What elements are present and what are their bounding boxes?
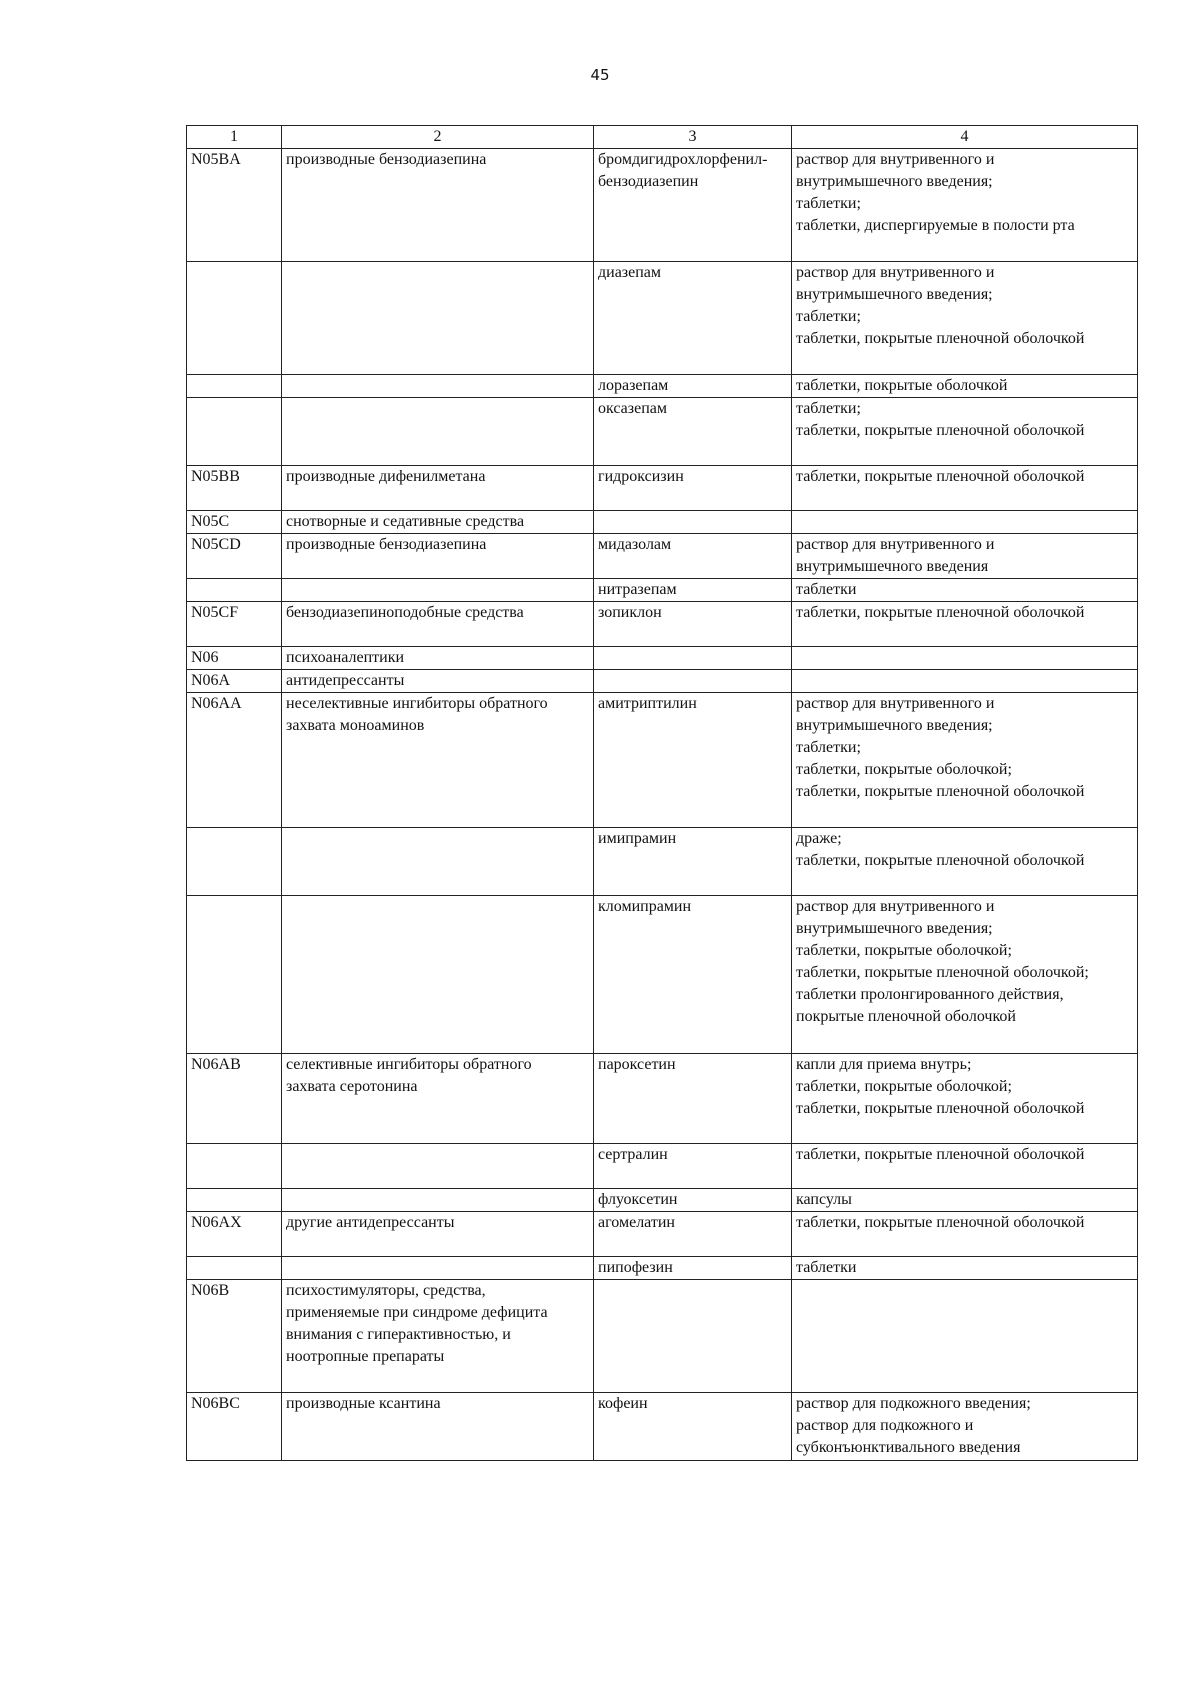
drug-name-cell: флуоксетин xyxy=(594,1189,792,1212)
drug-name-cell: агомелатин xyxy=(594,1212,792,1257)
table-row xyxy=(187,1144,1138,1189)
group-name-cell xyxy=(282,896,594,1054)
table-row xyxy=(187,262,1138,375)
group-name-cell xyxy=(282,262,594,375)
dosage-form-cell: капсулы xyxy=(792,1189,1138,1212)
dosage-form-cell: раствор для внутривенного и внутримышечного введения; таблетки; таблетки, покрытые пленочной оболочкой xyxy=(792,262,1138,375)
atc-code-cell: N06AB xyxy=(187,1054,282,1144)
drug-name-cell: оксазепам xyxy=(594,398,792,466)
atc-code-cell: N05CD xyxy=(187,534,282,579)
drug-name-cell xyxy=(594,670,792,693)
header-cell-2: 2 xyxy=(282,126,594,149)
drug-name-cell: гидроксизин xyxy=(594,466,792,511)
group-name-cell xyxy=(282,375,594,398)
table-row xyxy=(187,647,1138,670)
drug-name-cell: мидазолам xyxy=(594,534,792,579)
table-row xyxy=(187,828,1138,896)
group-name-cell xyxy=(282,398,594,466)
drug-name-cell: зопиклон xyxy=(594,602,792,647)
atc-code-cell: N06B xyxy=(187,1280,282,1393)
drug-name-cell xyxy=(594,511,792,534)
group-name-cell: другие антидепрессанты xyxy=(282,1212,594,1257)
drug-name-cell: нитразепам xyxy=(594,579,792,602)
dosage-form-cell: раствор для внутривенного и внутримышечного введения xyxy=(792,534,1138,579)
dosage-form-cell: таблетки, покрытые пленочной оболочкой xyxy=(792,1212,1138,1257)
dosage-form-cell: таблетки, покрытые пленочной оболочкой xyxy=(792,602,1138,647)
drug-name-cell: имипрамин xyxy=(594,828,792,896)
atc-code-cell xyxy=(187,828,282,896)
dosage-form-cell: раствор для внутривенного и внутримышечного введения; таблетки; таблетки, диспергируемые в полости рта xyxy=(792,149,1138,262)
drug-name-cell: пипофезин xyxy=(594,1257,792,1280)
drug-name-cell: лоразепам xyxy=(594,375,792,398)
drug-name-cell: кофеин xyxy=(594,1393,792,1461)
group-name-cell: производные дифенилметана xyxy=(282,466,594,511)
dosage-form-cell xyxy=(792,1280,1138,1393)
atc-code-cell xyxy=(187,398,282,466)
table-row xyxy=(187,896,1138,1054)
group-name-cell: производные бензодиазепина xyxy=(282,149,594,262)
table-row xyxy=(187,534,1138,579)
table-header-row xyxy=(187,126,1138,149)
dosage-form-cell xyxy=(792,511,1138,534)
group-name-cell: бензодиазепиноподобные средства xyxy=(282,602,594,647)
dosage-form-cell: таблетки, покрытые пленочной оболочкой xyxy=(792,466,1138,511)
table-row xyxy=(187,511,1138,534)
group-name-cell: психоаналептики xyxy=(282,647,594,670)
atc-code-cell xyxy=(187,262,282,375)
dosage-form-cell: таблетки; таблетки, покрытые пленочной оболочкой xyxy=(792,398,1138,466)
group-name-cell: селективные ингибиторы обратного захвата серотонина xyxy=(282,1054,594,1144)
table-row xyxy=(187,375,1138,398)
dosage-form-cell: раствор для внутривенного и внутримышечного введения; таблетки; таблетки, покрытые оболочкой; таблетки, покрытые пленочной оболочкой xyxy=(792,693,1138,828)
atc-code-cell xyxy=(187,896,282,1054)
dosage-form-cell: таблетки xyxy=(792,579,1138,602)
group-name-cell: производные бензодиазепина xyxy=(282,534,594,579)
group-name-cell: производные ксантина xyxy=(282,1393,594,1461)
drug-name-cell: амитриптилин xyxy=(594,693,792,828)
group-name-cell: снотворные и седативные средства xyxy=(282,511,594,534)
group-name-cell xyxy=(282,828,594,896)
dosage-form-cell xyxy=(792,647,1138,670)
page-number: 45 xyxy=(590,66,610,84)
header-cell-3: 3 xyxy=(594,126,792,149)
dosage-form-cell: раствор для внутривенного и внутримышечного введения; таблетки, покрытые оболочкой; таблетки, покрытые пленочной оболочкой; таблетки пролонгированного действия, покрытые пленочной оболочкой xyxy=(792,896,1138,1054)
table-row xyxy=(187,398,1138,466)
dosage-form-cell: драже; таблетки, покрытые пленочной оболочкой xyxy=(792,828,1138,896)
atc-code-cell xyxy=(187,579,282,602)
group-name-cell xyxy=(282,579,594,602)
atc-code-cell: N06 xyxy=(187,647,282,670)
group-name-cell: психостимуляторы, средства, применяемые при синдроме дефицита внимания с гиперактивностью, и ноотропные препараты xyxy=(282,1280,594,1393)
dosage-form-cell xyxy=(792,670,1138,693)
table-row xyxy=(187,1257,1138,1280)
table-row xyxy=(187,149,1138,262)
atc-code-cell: N05C xyxy=(187,511,282,534)
group-name-cell: неселективные ингибиторы обратного захвата моноаминов xyxy=(282,693,594,828)
atc-code-cell xyxy=(187,1144,282,1189)
dosage-form-cell: таблетки, покрытые оболочкой xyxy=(792,375,1138,398)
dosage-form-cell: таблетки, покрытые пленочной оболочкой xyxy=(792,1144,1138,1189)
drug-name-cell: пароксетин xyxy=(594,1054,792,1144)
drug-table xyxy=(186,125,1138,1461)
table-row xyxy=(187,1280,1138,1393)
table-row xyxy=(187,1393,1138,1461)
table-row xyxy=(187,1054,1138,1144)
atc-code-cell: N06AX xyxy=(187,1212,282,1257)
atc-code-cell: N06A xyxy=(187,670,282,693)
dosage-form-cell: раствор для подкожного введения; раствор для подкожного и субконъюнктивального введения xyxy=(792,1393,1138,1461)
atc-code-cell xyxy=(187,375,282,398)
table-row xyxy=(187,579,1138,602)
drug-name-cell: диазепам xyxy=(594,262,792,375)
atc-code-cell: N06BC xyxy=(187,1393,282,1461)
table-row xyxy=(187,1189,1138,1212)
dosage-form-cell: капли для приема внутрь; таблетки, покрытые оболочкой; таблетки, покрытые пленочной оболочкой xyxy=(792,1054,1138,1144)
drug-name-cell: бромдигидрохлорфенил- бензодиазепин xyxy=(594,149,792,262)
drug-name-cell xyxy=(594,647,792,670)
drug-name-cell xyxy=(594,1280,792,1393)
header-cell-1: 1 xyxy=(187,126,282,149)
table-row xyxy=(187,466,1138,511)
atc-code-cell: N05CF xyxy=(187,602,282,647)
atc-code-cell: N05BA xyxy=(187,149,282,262)
table-row xyxy=(187,670,1138,693)
group-name-cell xyxy=(282,1144,594,1189)
atc-code-cell: N06AA xyxy=(187,693,282,828)
atc-code-cell: N05BB xyxy=(187,466,282,511)
group-name-cell xyxy=(282,1257,594,1280)
header-cell-4: 4 xyxy=(792,126,1138,149)
group-name-cell: антидепрессанты xyxy=(282,670,594,693)
table-row xyxy=(187,1212,1138,1257)
group-name-cell xyxy=(282,1189,594,1212)
atc-code-cell xyxy=(187,1189,282,1212)
drug-name-cell: кломипрамин xyxy=(594,896,792,1054)
dosage-form-cell: таблетки xyxy=(792,1257,1138,1280)
atc-code-cell xyxy=(187,1257,282,1280)
table-row xyxy=(187,693,1138,828)
table-row xyxy=(187,602,1138,647)
drug-name-cell: сертралин xyxy=(594,1144,792,1189)
